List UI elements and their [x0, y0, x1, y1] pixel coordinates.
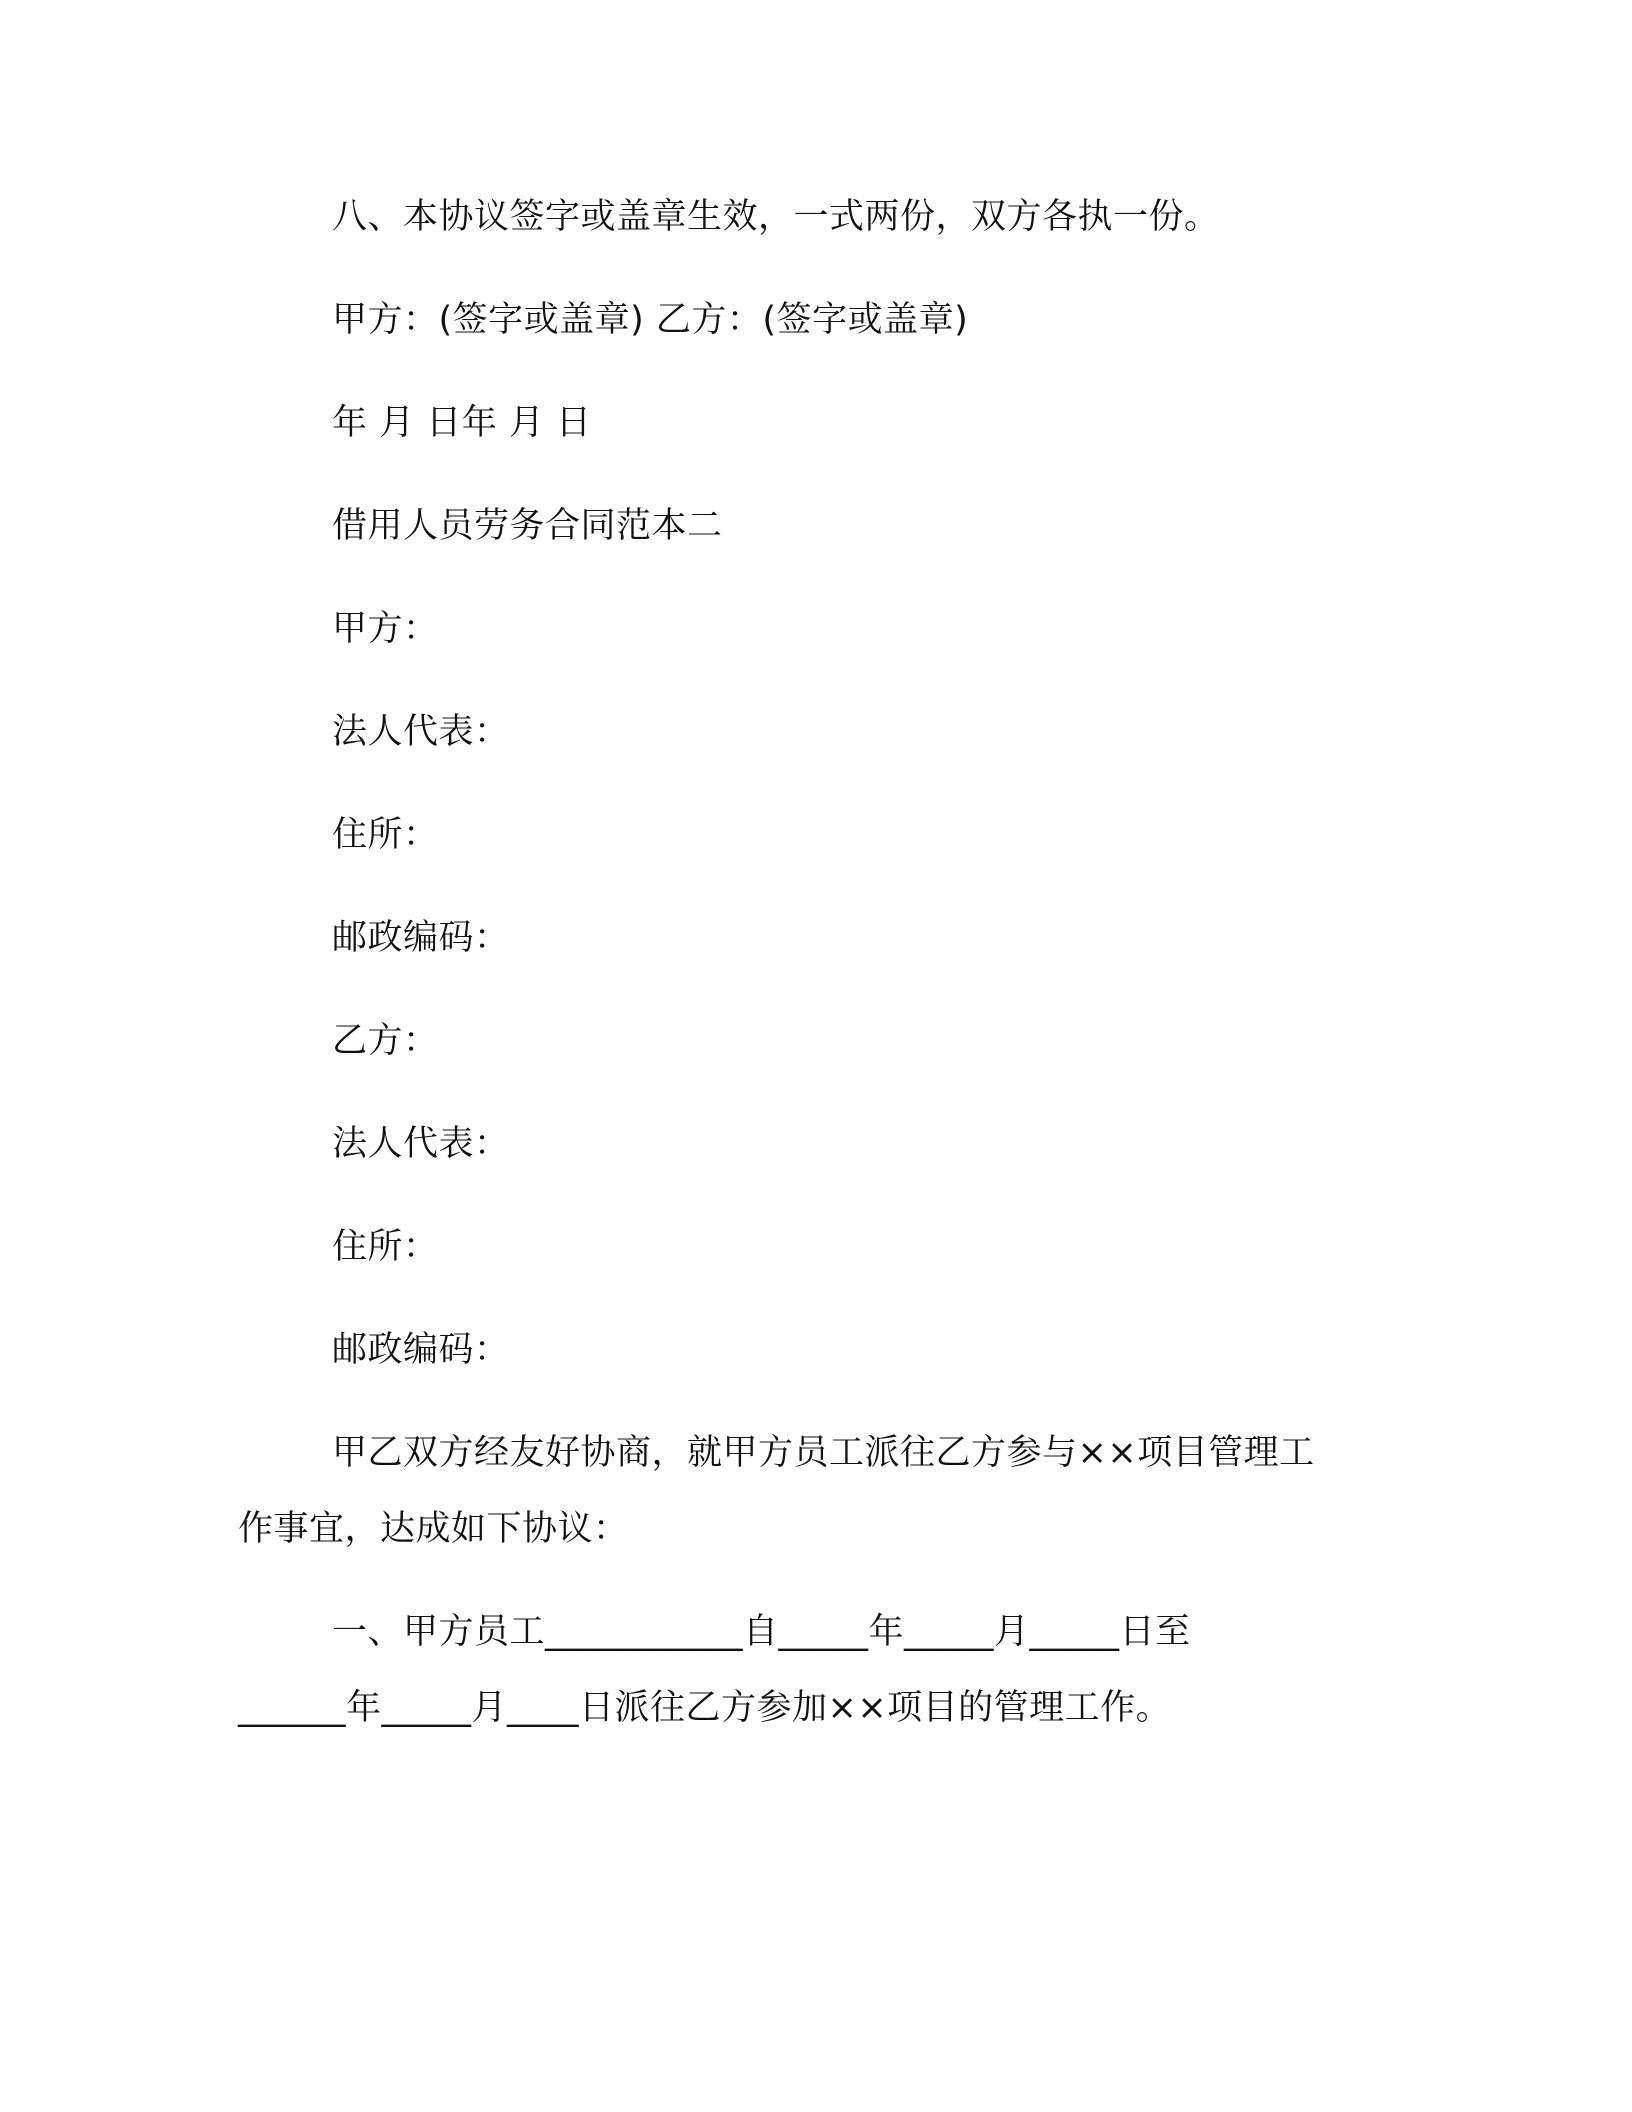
clause-8-text: 八、本协议签字或盖章生效，一式两份，双方各执一份。	[332, 197, 1220, 237]
signature-line: 甲方：(签字或盖章) 乙方：(签字或盖章)	[332, 300, 969, 340]
clause-1-line-1: 一、甲方员工___________自_____年_____月_____日至	[332, 1612, 1191, 1652]
preamble-line-2: 作事宜，达成如下协议：	[238, 1509, 629, 1549]
preamble-line-1: 甲乙双方经友好协商，就甲方员工派往乙方参与××项目管理工	[332, 1433, 1315, 1473]
party-b-address-label: 住所：	[332, 1227, 439, 1267]
party-b-postal-code-label: 邮政编码：	[332, 1330, 510, 1370]
party-a-address-label: 住所：	[332, 815, 439, 855]
party-b-label: 乙方：	[332, 1021, 439, 1061]
party-a-legal-rep-label: 法人代表：	[332, 712, 510, 752]
date-line: 年 月 日年 月 日	[332, 403, 592, 443]
party-a-postal-code-label: 邮政编码：	[332, 918, 510, 958]
contract-title: 借用人员劳务合同范本二	[332, 506, 723, 546]
party-b-legal-rep-label: 法人代表：	[332, 1124, 510, 1164]
clause-1-line-2: ______年_____月____日派往乙方参加××项目的管理工作。	[238, 1688, 1172, 1728]
party-a-label: 甲方：	[332, 609, 439, 649]
